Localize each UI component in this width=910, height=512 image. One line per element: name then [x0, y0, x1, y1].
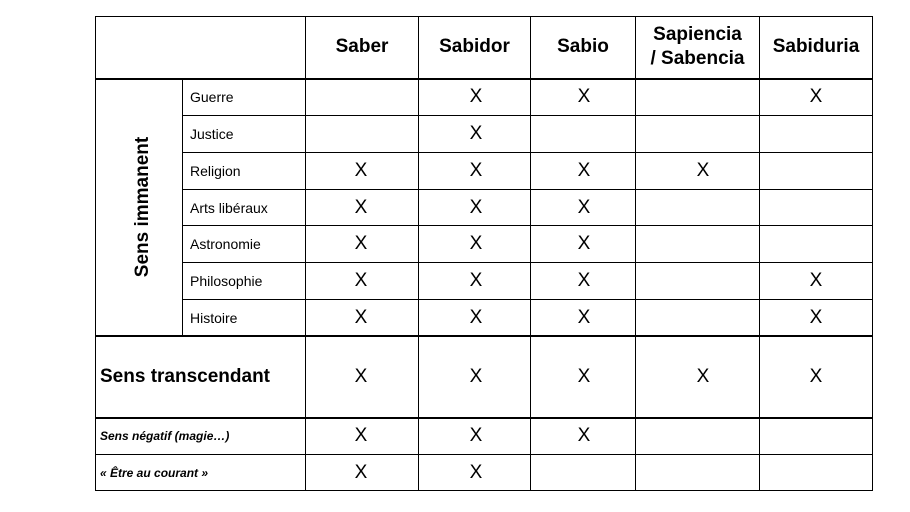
column-header-sapiencia-line2: / Sabencia	[650, 48, 745, 69]
row-label-etre-au-courant: « Être au courant »	[100, 465, 209, 480]
cell-mark: X	[809, 270, 823, 291]
cell-mark: X	[469, 233, 483, 254]
table-border-left	[95, 16, 96, 491]
row-divider	[182, 262, 873, 263]
row-divider	[182, 189, 873, 190]
cell-mark: X	[469, 425, 483, 446]
row-label-sens-negatif: Sens négatif (magie…)	[100, 429, 230, 443]
cell-mark: X	[469, 366, 483, 387]
cell-mark: X	[577, 366, 591, 387]
row-label-arts-liberaux: Arts libéraux	[190, 199, 268, 216]
group-divider	[182, 79, 183, 336]
group-label-sens-immanent: Sens immanent	[132, 136, 153, 278]
cell-mark: X	[577, 270, 591, 291]
row-label-philosophie: Philosophie	[190, 273, 263, 289]
cell-mark: X	[577, 196, 591, 218]
column-header-sapiencia	[636, 16, 759, 78]
column-header-sabidor: Sabidor	[439, 36, 510, 57]
column-divider	[305, 16, 306, 491]
cell-mark: X	[354, 196, 368, 218]
cell-mark: X	[696, 160, 710, 181]
cell-mark: X	[354, 306, 368, 328]
row-label-justice: Justice	[190, 126, 234, 142]
row-label-histoire: Histoire	[190, 309, 238, 326]
cell-mark: X	[354, 461, 368, 483]
table-border-right	[872, 16, 873, 491]
cell-mark: X	[354, 366, 368, 387]
row-divider	[182, 225, 873, 226]
column-header-sabio: Sabio	[557, 36, 609, 57]
cell-mark: X	[469, 306, 483, 328]
column-header-saber: Saber	[335, 36, 389, 57]
cell-mark: X	[809, 86, 823, 107]
cell-mark: X	[696, 366, 710, 387]
row-divider	[182, 299, 873, 300]
cell-mark: X	[354, 425, 368, 446]
column-divider	[530, 16, 531, 491]
cell-mark: X	[469, 160, 483, 181]
column-divider	[759, 16, 760, 491]
cell-mark: X	[577, 86, 591, 107]
cell-mark: X	[577, 425, 591, 446]
row-divider	[182, 115, 873, 116]
table-border-bottom	[95, 490, 873, 491]
row-label-sens-transcendant: Sens transcendant	[100, 366, 270, 387]
column-header-sabiduria: Sabiduria	[772, 36, 860, 57]
cell-mark: X	[354, 160, 368, 181]
cell-mark: X	[469, 196, 483, 218]
cell-mark: X	[577, 160, 591, 181]
cell-mark: X	[469, 461, 483, 483]
column-divider	[418, 16, 419, 491]
cell-mark: X	[354, 233, 368, 254]
column-divider	[635, 16, 636, 491]
cell-mark: X	[809, 366, 823, 387]
cell-mark: X	[577, 233, 591, 254]
cell-mark: X	[809, 306, 823, 328]
row-label-astronomie: Astronomie	[190, 236, 261, 252]
row-label-religion: Religion	[190, 163, 241, 179]
cell-mark: X	[469, 270, 483, 291]
cell-mark: X	[354, 270, 368, 291]
cell-mark: X	[469, 86, 483, 107]
row-label-guerre: Guerre	[190, 89, 234, 105]
cell-mark: X	[577, 306, 591, 328]
cell-mark: X	[469, 123, 483, 144]
column-header-sapiencia-line1: Sapiencia	[653, 24, 742, 45]
row-divider	[182, 152, 873, 153]
